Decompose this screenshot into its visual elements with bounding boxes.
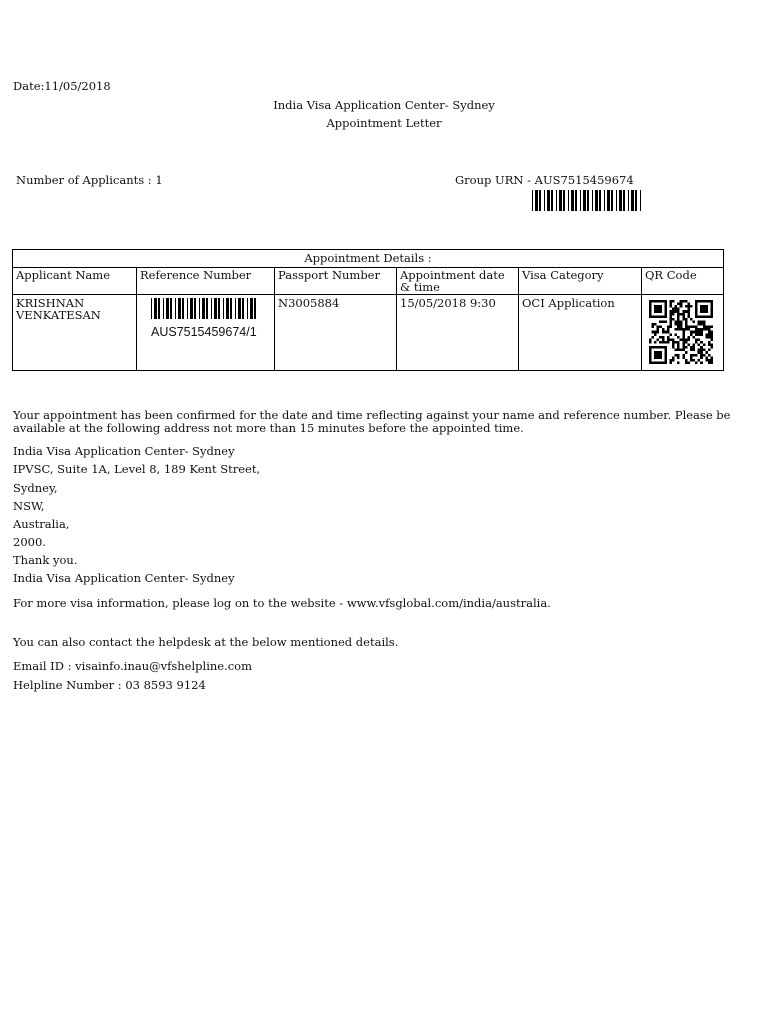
group-urn-barcode bbox=[532, 190, 642, 211]
reference-number: AUS7515459674/1 bbox=[151, 325, 257, 340]
table-row bbox=[13, 295, 724, 371]
letter-title: India Visa Application Center- Sydney bbox=[273, 98, 495, 112]
confirmation-text: Your appointment has been confirmed for the date and time reflecting against your name and reference number. Please be available at the following address not more than 15 minutes before the appointed time. bbox=[13, 408, 731, 435]
qr-code-image bbox=[649, 300, 713, 364]
address-line: 2000. bbox=[13, 535, 46, 549]
reference-cell bbox=[137, 295, 275, 371]
address-line: NSW, bbox=[13, 499, 45, 513]
letter-date: Date:11/05/2018 bbox=[13, 79, 111, 93]
helpdesk-text: You can also contact the helpdesk at the below mentioned details. bbox=[13, 635, 399, 649]
header-visa-category: Visa Category bbox=[519, 268, 642, 295]
table-header-row bbox=[13, 268, 724, 295]
visa-category: OCI Application bbox=[519, 295, 642, 371]
group-urn: Group URN - AUS7515459674 bbox=[455, 173, 634, 187]
email-text: Email ID : visainfo.inau@vfshelpline.com bbox=[13, 659, 253, 673]
helpline-text: Helpline Number : 03 8593 9124 bbox=[13, 678, 206, 692]
applicant-name: KRISHNAN VENKATESAN bbox=[13, 295, 137, 371]
address-line: IPVSC, Suite 1A, Level 8, 189 Kent Street, bbox=[13, 462, 261, 476]
address-line: India Visa Application Center- Sydney bbox=[13, 444, 235, 458]
letter-subtitle: Appointment Letter bbox=[326, 116, 442, 130]
header-appointment-date: Appointment date & time bbox=[397, 268, 519, 295]
header-reference-number: Reference Number bbox=[137, 268, 275, 295]
address-line: Sydney, bbox=[13, 481, 58, 495]
qr-cell bbox=[642, 295, 724, 371]
appointment-details-table bbox=[12, 249, 724, 371]
table-title: Appointment Details : bbox=[13, 250, 724, 268]
thank-you-text: Thank you. bbox=[13, 553, 78, 567]
passport-number: N3005884 bbox=[275, 295, 397, 371]
header-applicant-name: Applicant Name bbox=[13, 268, 137, 295]
signoff-text: India Visa Application Center- Sydney bbox=[13, 571, 235, 585]
header-qr-code: QR Code bbox=[642, 268, 724, 295]
appointment-datetime: 15/05/2018 9:30 bbox=[397, 295, 519, 371]
website-text: For more visa information, please log on to the website - www.vfsglobal.com/india/australia. bbox=[13, 596, 551, 610]
applicant-count: Number of Applicants : 1 bbox=[16, 173, 163, 187]
address-line: Australia, bbox=[13, 517, 70, 531]
reference-barcode bbox=[151, 298, 259, 319]
header-passport-number: Passport Number bbox=[275, 268, 397, 295]
